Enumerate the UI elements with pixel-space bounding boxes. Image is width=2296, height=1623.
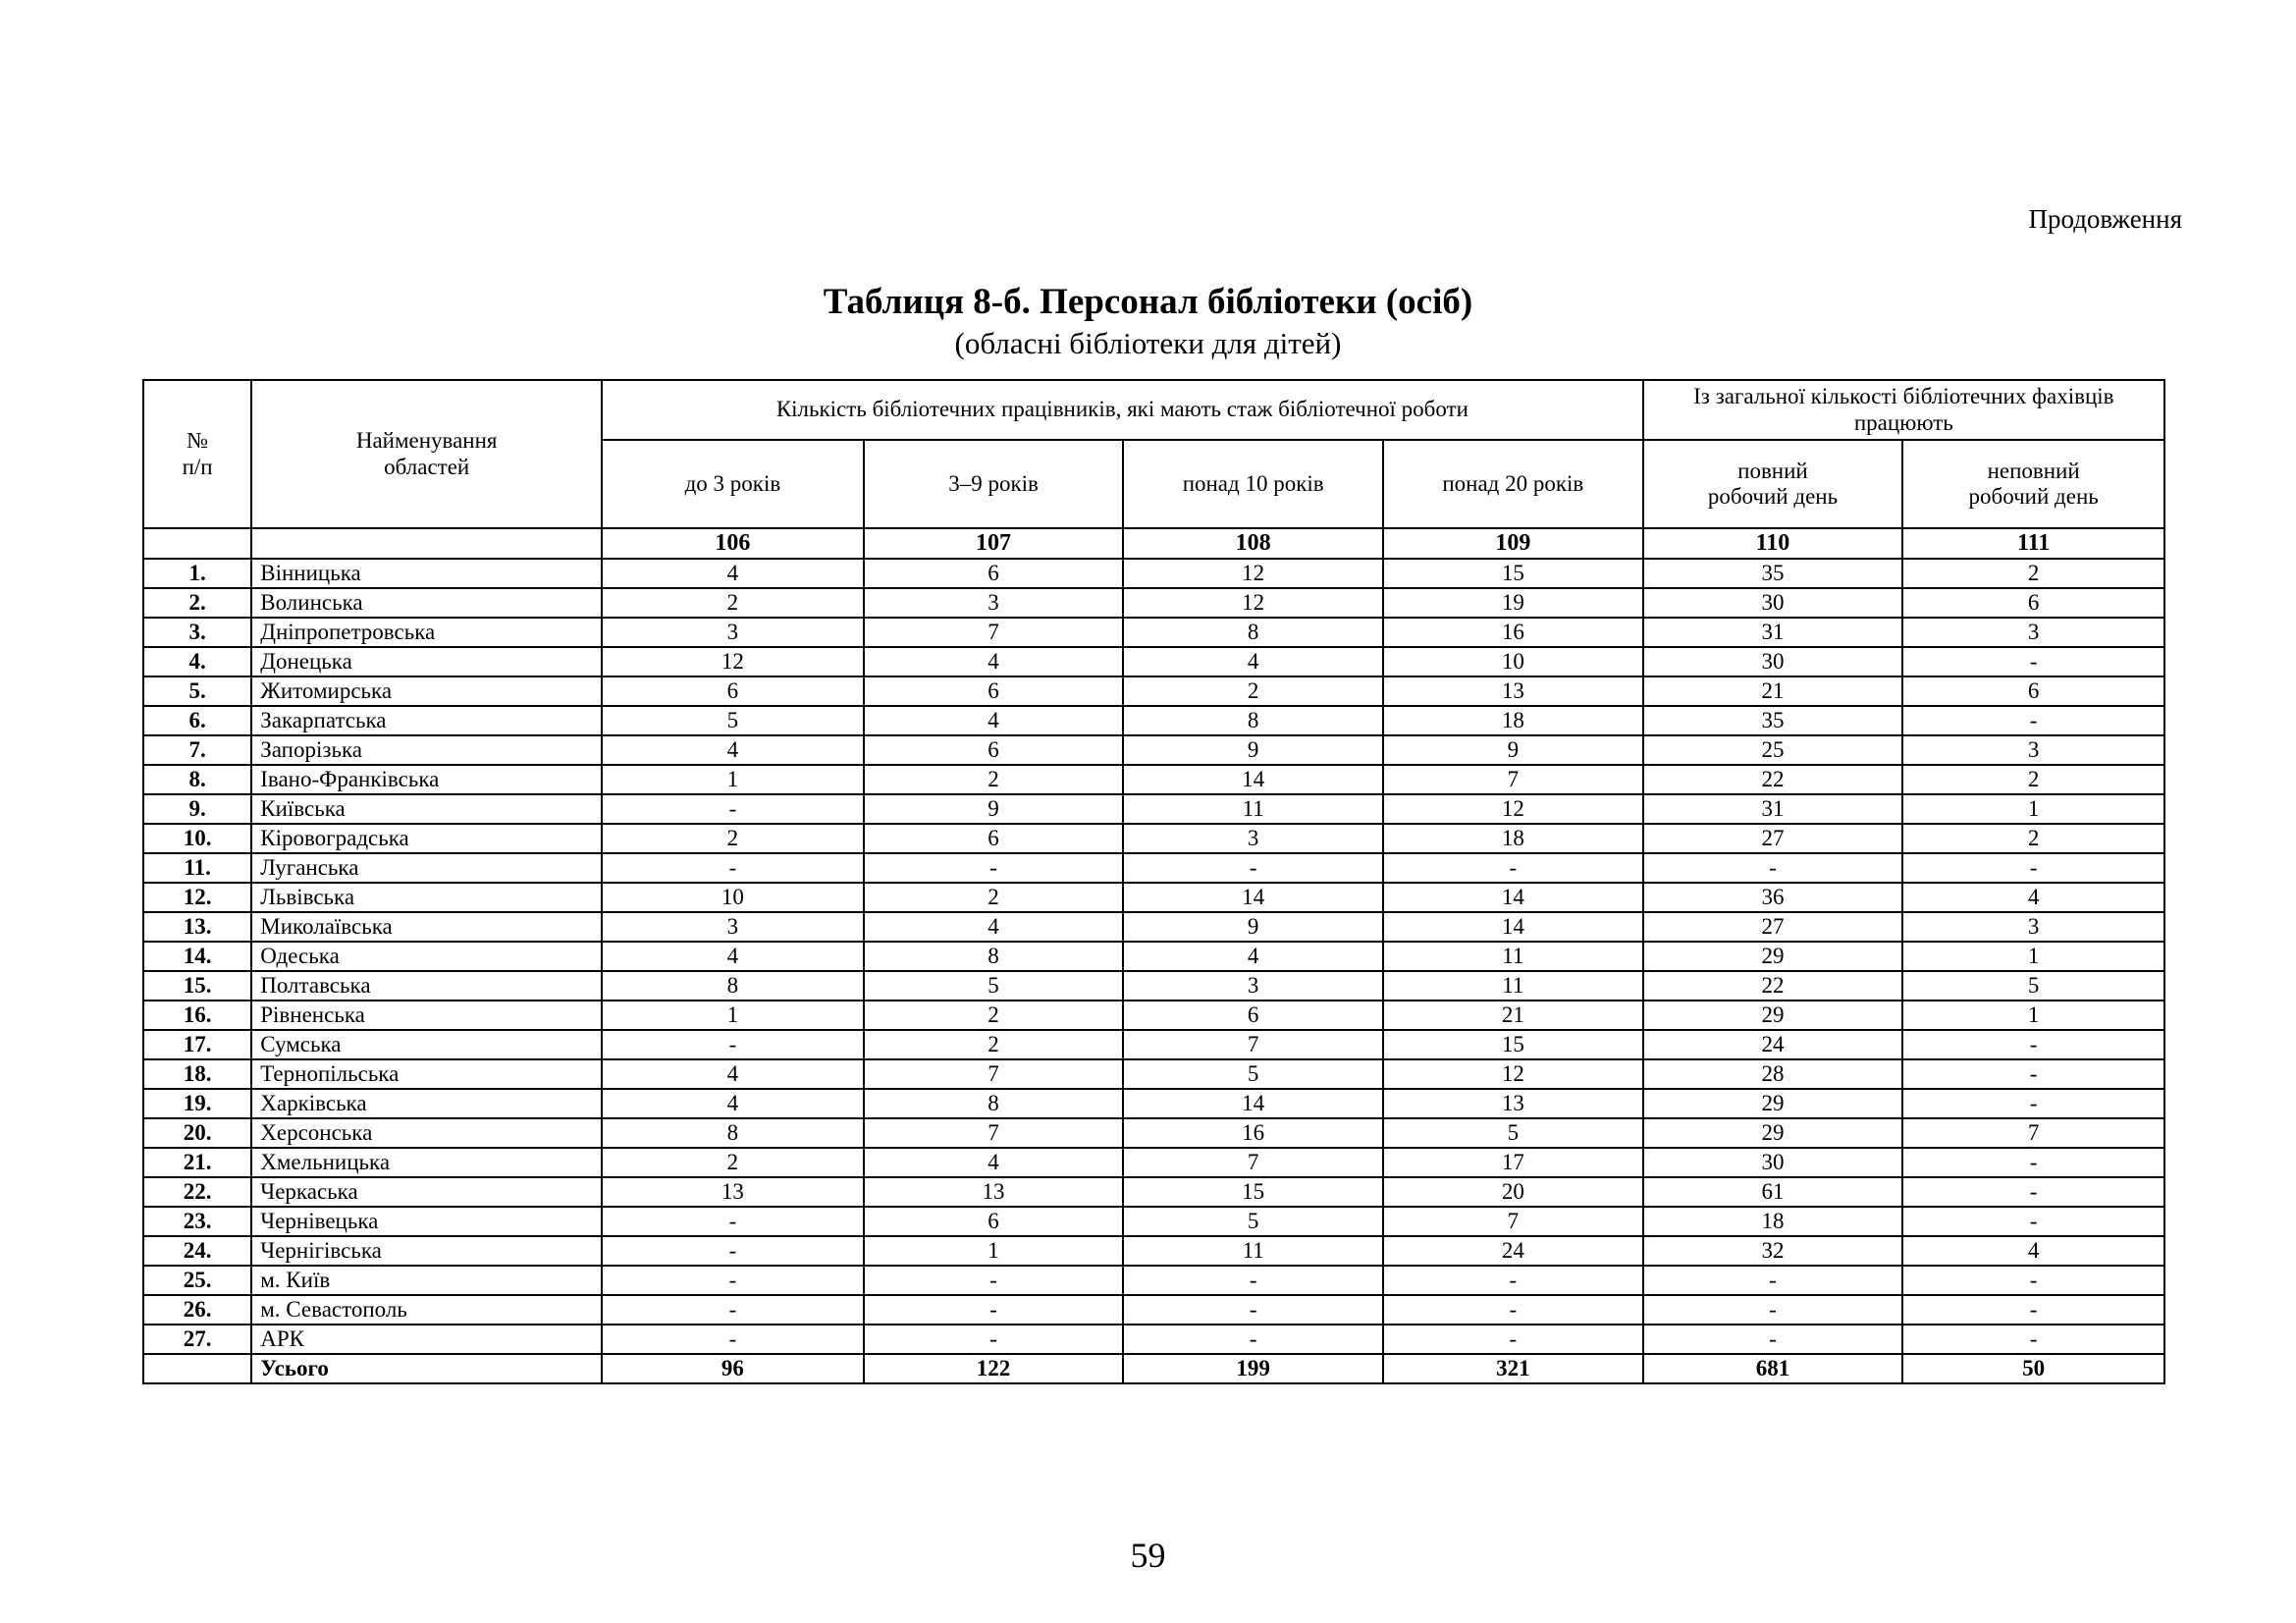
value-cell: 7	[1123, 1030, 1383, 1059]
value-cell: 2	[1902, 824, 2164, 853]
value-cell: 4	[1123, 942, 1383, 971]
row-number: 6.	[143, 706, 251, 735]
table-row	[143, 1295, 2164, 1325]
value-cell: -	[1902, 1059, 2164, 1089]
value-cell: 5	[864, 971, 1124, 1001]
value-cell: -	[864, 1266, 1124, 1295]
value-cell: 21	[1383, 1001, 1643, 1030]
value-cell: -	[1902, 1089, 2164, 1118]
region-name: Сумська	[251, 1030, 602, 1059]
table-row	[143, 706, 2164, 735]
table-row	[143, 647, 2164, 676]
value-cell: 19	[1383, 588, 1643, 618]
table-title: Таблиця 8-б. Персонал бібліотеки (осіб)	[823, 282, 1473, 322]
row-number: 1.	[143, 559, 251, 588]
value-cell: -	[864, 853, 1124, 883]
region-name: Хмельницька	[251, 1148, 602, 1177]
value-cell: 1	[602, 765, 864, 794]
value-cell: -	[864, 1325, 1124, 1354]
value-cell: 18	[1643, 1207, 1903, 1236]
table-row	[143, 1118, 2164, 1148]
value-cell: 5	[1383, 1118, 1643, 1148]
value-cell: -	[1902, 1030, 2164, 1059]
value-cell: 8	[602, 1118, 864, 1148]
value-cell: 4	[1902, 883, 2164, 912]
value-cell: -	[1902, 1177, 2164, 1207]
region-name: Чернігівська	[251, 1236, 602, 1266]
row-number: 23.	[143, 1207, 251, 1236]
value-cell: -	[602, 1295, 864, 1325]
value-cell: 2	[864, 765, 1124, 794]
region-name: Запорізька	[251, 735, 602, 765]
value-cell: 15	[1123, 1177, 1383, 1207]
table-row	[143, 1089, 2164, 1118]
table-row	[143, 1001, 2164, 1030]
value-cell: 4	[864, 706, 1124, 735]
region-name: Тернопільська	[251, 1059, 602, 1089]
value-cell: -	[1902, 1295, 2164, 1325]
value-cell: 5	[1123, 1207, 1383, 1236]
row-number: 20.	[143, 1118, 251, 1148]
value-cell: 3	[602, 912, 864, 942]
value-cell: 14	[1383, 883, 1643, 912]
value-cell: -	[1902, 706, 2164, 735]
row-number: 10.	[143, 824, 251, 853]
value-cell: -	[1123, 1295, 1383, 1325]
row-number: 17.	[143, 1030, 251, 1059]
value-cell: -	[1902, 1148, 2164, 1177]
value-cell: 2	[1902, 559, 2164, 588]
value-cell: -	[1643, 1325, 1903, 1354]
value-cell: 4	[1123, 647, 1383, 676]
value-cell: 8	[864, 1089, 1124, 1118]
value-cell: -	[1643, 853, 1903, 883]
column-header: неповний робочий день	[1902, 440, 2164, 528]
column-code: 109	[1383, 528, 1643, 559]
value-cell: 12	[1383, 794, 1643, 824]
value-cell: 4	[602, 942, 864, 971]
value-cell: 12	[1383, 1059, 1643, 1089]
value-cell: -	[864, 1295, 1124, 1325]
value-cell: 36	[1643, 883, 1903, 912]
table-subtitle: (обласні бібліотеки для дітей)	[954, 326, 1342, 360]
code-cell-empty	[143, 528, 251, 559]
row-number: 14.	[143, 942, 251, 971]
value-cell: -	[602, 794, 864, 824]
value-cell: 13	[1383, 1089, 1643, 1118]
value-cell: 29	[1643, 1118, 1903, 1148]
value-cell: 7	[1123, 1148, 1383, 1177]
value-cell: 3	[602, 618, 864, 647]
header-group-experience: Кількість бібліотечних працівників, які мають стаж бібліотечної роботи	[602, 380, 1643, 440]
value-cell: -	[1902, 1325, 2164, 1354]
value-cell: -	[602, 1236, 864, 1266]
value-cell: 8	[864, 942, 1124, 971]
column-header: повний робочий день	[1643, 440, 1903, 528]
value-cell: 35	[1643, 706, 1903, 735]
region-name: Одеська	[251, 942, 602, 971]
total-value: 681	[1643, 1354, 1903, 1383]
region-name: Чернівецька	[251, 1207, 602, 1236]
value-cell: 21	[1643, 676, 1903, 706]
value-cell: 2	[1123, 676, 1383, 706]
value-cell: 4	[602, 735, 864, 765]
value-cell: 2	[864, 1030, 1124, 1059]
value-cell: 30	[1643, 647, 1903, 676]
table-row	[143, 883, 2164, 912]
value-cell: 4	[864, 647, 1124, 676]
value-cell: 3	[1123, 824, 1383, 853]
value-cell: 6	[1902, 676, 2164, 706]
header-name	[251, 380, 602, 528]
region-name: м. Київ	[251, 1266, 602, 1295]
value-cell: 20	[1383, 1177, 1643, 1207]
column-code: 108	[1123, 528, 1383, 559]
value-cell: 4	[602, 1089, 864, 1118]
region-name: Луганська	[251, 853, 602, 883]
value-cell: 16	[1383, 618, 1643, 647]
value-cell: 2	[864, 883, 1124, 912]
value-cell: 24	[1643, 1030, 1903, 1059]
region-name: м. Севастополь	[251, 1295, 602, 1325]
value-cell: 2	[602, 824, 864, 853]
table-row	[143, 1030, 2164, 1059]
value-cell: 7	[1902, 1118, 2164, 1148]
row-number: 21.	[143, 1148, 251, 1177]
region-name: Харківська	[251, 1089, 602, 1118]
value-cell: 3	[864, 588, 1124, 618]
value-cell: 8	[1123, 618, 1383, 647]
value-cell: 9	[1383, 735, 1643, 765]
total-value: 199	[1123, 1354, 1383, 1383]
value-cell: 9	[1123, 912, 1383, 942]
table-row	[143, 942, 2164, 971]
header-num	[143, 380, 251, 528]
value-cell: 31	[1643, 794, 1903, 824]
value-cell: -	[1902, 1266, 2164, 1295]
table-row	[143, 765, 2164, 794]
row-number: 7.	[143, 735, 251, 765]
value-cell: 1	[864, 1236, 1124, 1266]
table-row	[143, 1148, 2164, 1177]
value-cell: 3	[1123, 971, 1383, 1001]
table-row	[143, 1207, 2164, 1236]
value-cell: 12	[1123, 559, 1383, 588]
region-name: Херсонська	[251, 1118, 602, 1148]
value-cell: 4	[1902, 1236, 2164, 1266]
value-cell: 6	[864, 676, 1124, 706]
value-cell: 18	[1383, 706, 1643, 735]
total-value: 96	[602, 1354, 864, 1383]
value-cell: 13	[864, 1177, 1124, 1207]
row-number: 24.	[143, 1236, 251, 1266]
region-name: Рівненська	[251, 1001, 602, 1030]
value-cell: 4	[602, 559, 864, 588]
value-cell: 12	[1123, 588, 1383, 618]
value-cell: 6	[1902, 588, 2164, 618]
region-name: Івано-Франківська	[251, 765, 602, 794]
value-cell: 8	[602, 971, 864, 1001]
column-code: 110	[1643, 528, 1903, 559]
value-cell: 3	[1902, 735, 2164, 765]
value-cell: 24	[1383, 1236, 1643, 1266]
table-row	[143, 824, 2164, 853]
region-name: Львівська	[251, 883, 602, 912]
row-number: 2.	[143, 588, 251, 618]
row-number: 8.	[143, 765, 251, 794]
column-code: 106	[602, 528, 864, 559]
value-cell: 12	[602, 647, 864, 676]
value-cell: 3	[1902, 618, 2164, 647]
value-cell: 2	[602, 588, 864, 618]
value-cell: 15	[1383, 559, 1643, 588]
column-header: понад 10 років	[1123, 440, 1383, 528]
row-number: 13.	[143, 912, 251, 942]
value-cell: 9	[1123, 735, 1383, 765]
region-name: Миколаївська	[251, 912, 602, 942]
value-cell: 14	[1383, 912, 1643, 942]
table-row	[143, 735, 2164, 765]
total-value: 50	[1902, 1354, 2164, 1383]
value-cell: 3	[1902, 912, 2164, 942]
table-row	[143, 618, 2164, 647]
value-cell: 30	[1643, 1148, 1903, 1177]
value-cell: 14	[1123, 1089, 1383, 1118]
value-cell: 5	[1123, 1059, 1383, 1089]
row-number: 3.	[143, 618, 251, 647]
region-name: Київська	[251, 794, 602, 824]
region-name: Закарпатська	[251, 706, 602, 735]
value-cell: 4	[602, 1059, 864, 1089]
value-cell: 28	[1643, 1059, 1903, 1089]
value-cell: 27	[1643, 824, 1903, 853]
value-cell: 61	[1643, 1177, 1903, 1207]
value-cell: 35	[1643, 559, 1903, 588]
value-cell: 29	[1643, 1001, 1903, 1030]
row-number: 4.	[143, 647, 251, 676]
value-cell: 1	[1902, 794, 2164, 824]
value-cell: 15	[1383, 1030, 1643, 1059]
staff-table	[142, 379, 2165, 1384]
value-cell: 18	[1383, 824, 1643, 853]
value-cell: 11	[1383, 971, 1643, 1001]
column-header: до 3 років	[602, 440, 864, 528]
value-cell: 29	[1643, 1089, 1903, 1118]
value-cell: -	[602, 1030, 864, 1059]
row-number: 16.	[143, 1001, 251, 1030]
value-cell: 6	[602, 676, 864, 706]
table-row	[143, 588, 2164, 618]
table-row	[143, 794, 2164, 824]
region-name: Донецька	[251, 647, 602, 676]
value-cell: 6	[1123, 1001, 1383, 1030]
value-cell: 1	[1902, 942, 2164, 971]
value-cell: -	[1383, 1295, 1643, 1325]
value-cell: 7	[864, 1118, 1124, 1148]
page-number: 59	[1130, 1536, 1166, 1575]
total-value: 122	[864, 1354, 1124, 1383]
value-cell: 1	[602, 1001, 864, 1030]
header-name-label: Найменування областей	[355, 428, 498, 479]
value-cell: 4	[864, 1148, 1124, 1177]
row-number: 12.	[143, 883, 251, 912]
value-cell: 11	[1383, 942, 1643, 971]
column-code: 107	[864, 528, 1124, 559]
value-cell: 25	[1643, 735, 1903, 765]
value-cell: 10	[602, 883, 864, 912]
header-group-workday: Із загальної кількості бібліотечних фахівців працюють	[1643, 380, 2164, 440]
row-number: 9.	[143, 794, 251, 824]
header-num-label: № п/п	[182, 428, 213, 479]
value-cell: -	[602, 1325, 864, 1354]
value-cell: 6	[864, 1207, 1124, 1236]
value-cell: -	[1643, 1266, 1903, 1295]
value-cell: 16	[1123, 1118, 1383, 1148]
table-row	[143, 853, 2164, 883]
total-row	[143, 1354, 2164, 1383]
column-header: понад 20 років	[1383, 440, 1643, 528]
value-cell: 10	[1383, 647, 1643, 676]
value-cell: 7	[864, 618, 1124, 647]
value-cell: -	[1123, 853, 1383, 883]
value-cell: 5	[1902, 971, 2164, 1001]
region-name: Кіровоградська	[251, 824, 602, 853]
value-cell: 2	[602, 1148, 864, 1177]
row-number: 19.	[143, 1089, 251, 1118]
column-header: 3–9 років	[864, 440, 1124, 528]
region-name: Волинська	[251, 588, 602, 618]
value-cell: 13	[602, 1177, 864, 1207]
table-row	[143, 1059, 2164, 1089]
value-cell: 13	[1383, 676, 1643, 706]
value-cell: -	[1123, 1266, 1383, 1295]
value-cell: -	[1383, 1266, 1643, 1295]
value-cell: 30	[1643, 588, 1903, 618]
total-num-empty	[143, 1354, 251, 1383]
value-cell: 32	[1643, 1236, 1903, 1266]
table-row	[143, 971, 2164, 1001]
value-cell: 27	[1643, 912, 1903, 942]
value-cell: -	[1123, 1325, 1383, 1354]
table-row	[143, 1177, 2164, 1207]
value-cell: -	[1643, 1295, 1903, 1325]
value-cell: -	[1902, 853, 2164, 883]
column-code: 111	[1902, 528, 2164, 559]
value-cell: 5	[602, 706, 864, 735]
region-name: Дніпропетровська	[251, 618, 602, 647]
region-name: АРК	[251, 1325, 602, 1354]
value-cell: 17	[1383, 1148, 1643, 1177]
row-number: 15.	[143, 971, 251, 1001]
continuation-note: Продовження	[2028, 204, 2182, 234]
value-cell: 6	[864, 559, 1124, 588]
value-cell: 14	[1123, 765, 1383, 794]
row-number: 25.	[143, 1266, 251, 1295]
value-cell: 2	[1902, 765, 2164, 794]
total-label: Усього	[251, 1354, 602, 1383]
code-cell-empty	[251, 528, 602, 559]
table-row	[143, 1236, 2164, 1266]
value-cell: 6	[864, 735, 1124, 765]
value-cell: 11	[1123, 1236, 1383, 1266]
value-cell: 14	[1123, 883, 1383, 912]
table-row	[143, 1325, 2164, 1354]
table-row	[143, 912, 2164, 942]
row-number: 27.	[143, 1325, 251, 1354]
row-number: 5.	[143, 676, 251, 706]
row-number: 11.	[143, 853, 251, 883]
table-row	[143, 1266, 2164, 1295]
region-name: Черкаська	[251, 1177, 602, 1207]
value-cell: -	[1383, 853, 1643, 883]
value-cell: 11	[1123, 794, 1383, 824]
value-cell: -	[602, 853, 864, 883]
region-name: Полтавська	[251, 971, 602, 1001]
value-cell: 6	[864, 824, 1124, 853]
value-cell: 1	[1902, 1001, 2164, 1030]
value-cell: -	[1902, 1207, 2164, 1236]
value-cell: -	[1383, 1325, 1643, 1354]
value-cell: -	[602, 1266, 864, 1295]
value-cell: -	[602, 1207, 864, 1236]
value-cell: -	[1902, 647, 2164, 676]
value-cell: 22	[1643, 971, 1903, 1001]
region-name: Вінницька	[251, 559, 602, 588]
table-row	[143, 559, 2164, 588]
value-cell: 7	[864, 1059, 1124, 1089]
value-cell: 8	[1123, 706, 1383, 735]
value-cell: 31	[1643, 618, 1903, 647]
value-cell: 4	[864, 912, 1124, 942]
value-cell: 9	[864, 794, 1124, 824]
value-cell: 2	[864, 1001, 1124, 1030]
value-cell: 22	[1643, 765, 1903, 794]
total-value: 321	[1383, 1354, 1643, 1383]
row-number: 26.	[143, 1295, 251, 1325]
row-number: 22.	[143, 1177, 251, 1207]
value-cell: 7	[1383, 1207, 1643, 1236]
row-number: 18.	[143, 1059, 251, 1089]
region-name: Житомирська	[251, 676, 602, 706]
value-cell: 29	[1643, 942, 1903, 971]
value-cell: 7	[1383, 765, 1643, 794]
table-row	[143, 676, 2164, 706]
